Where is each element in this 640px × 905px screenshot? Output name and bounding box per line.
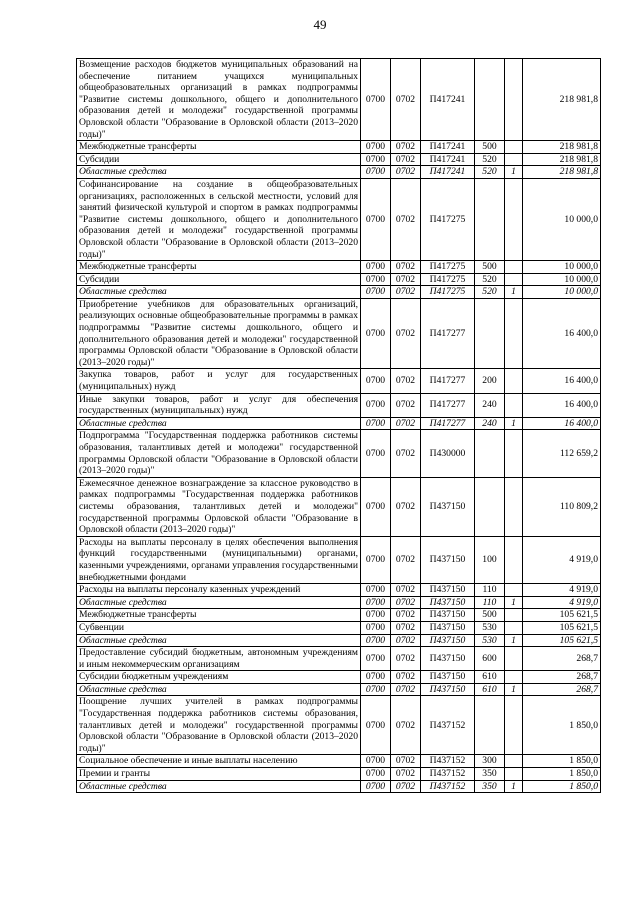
amount-cell: 10 000,0 [523, 273, 601, 286]
expense-type-cell [475, 696, 505, 755]
section-code-cell: 0700 [361, 477, 391, 536]
funding-source-cell [505, 696, 523, 755]
table-row [77, 166, 601, 179]
section-code-cell: 0700 [361, 671, 391, 684]
expense-type-cell [475, 430, 505, 477]
funding-source-cell [505, 178, 523, 260]
subsection-code-cell: 0702 [391, 696, 421, 755]
expense-type-cell: 610 [475, 683, 505, 696]
table-row [77, 696, 601, 755]
amount-cell: 16 400,0 [523, 393, 601, 417]
row-name-cell: Субсидии бюджетным учреждениям [77, 671, 361, 684]
target-article-cell: П437152 [421, 780, 475, 793]
table-row [77, 430, 601, 477]
section-code-cell: 0700 [361, 780, 391, 793]
amount-cell: 16 400,0 [523, 369, 601, 393]
amount-cell: 105 621,5 [523, 609, 601, 622]
funding-source-cell: 1 [505, 683, 523, 696]
page-number: 49 [313, 17, 327, 32]
table-row [77, 178, 601, 260]
subsection-code-cell: 0702 [391, 768, 421, 781]
expense-type-cell: 610 [475, 671, 505, 684]
amount-cell: 1 850,0 [523, 755, 601, 768]
section-code-cell: 0700 [361, 141, 391, 154]
section-code-cell: 0700 [361, 634, 391, 647]
target-article-cell: П417277 [421, 393, 475, 417]
target-article-cell: П437150 [421, 671, 475, 684]
section-code-cell: 0700 [361, 430, 391, 477]
expense-type-cell: 500 [475, 141, 505, 154]
expense-type-cell: 300 [475, 755, 505, 768]
expense-type-cell: 520 [475, 286, 505, 299]
subsection-code-cell: 0702 [391, 634, 421, 647]
subsection-code-cell: 0702 [391, 536, 421, 583]
subsection-code-cell: 0702 [391, 273, 421, 286]
target-article-cell: П417275 [421, 178, 475, 260]
row-name-cell: Областные средства [77, 417, 361, 430]
row-name-cell: Межбюджетные трансферты [77, 609, 361, 622]
table-row [77, 153, 601, 166]
table-row [77, 286, 601, 299]
funding-source-cell: 1 [505, 780, 523, 793]
subsection-code-cell: 0702 [391, 477, 421, 536]
funding-source-cell [505, 273, 523, 286]
table-row [77, 417, 601, 430]
funding-source-cell [505, 536, 523, 583]
expense-type-cell: 200 [475, 369, 505, 393]
row-name-cell: Иные закупки товаров, работ и услуг для обеспечения государственных (муниципальных) нужд [77, 393, 361, 417]
section-code-cell: 0700 [361, 417, 391, 430]
budget-table-body [77, 59, 601, 793]
subsection-code-cell: 0702 [391, 584, 421, 597]
funding-source-cell [505, 298, 523, 369]
amount-cell: 1 850,0 [523, 696, 601, 755]
row-name-cell: Субсидии [77, 273, 361, 286]
subsection-code-cell: 0702 [391, 417, 421, 430]
subsection-code-cell: 0702 [391, 596, 421, 609]
section-code-cell: 0700 [361, 166, 391, 179]
table-row [77, 596, 601, 609]
amount-cell: 105 621,5 [523, 621, 601, 634]
section-code-cell: 0700 [361, 609, 391, 622]
row-name-cell: Поощрение лучших учителей в рамках подпрограммы "Государственная поддержка работников системы образования, талантливых детей и молодежи" государственной программы Орловской области "Образование в Орловской области (2013–2020 годы)" [77, 696, 361, 755]
expense-type-cell: 110 [475, 584, 505, 597]
amount-cell: 4 919,0 [523, 596, 601, 609]
target-article-cell: П437150 [421, 621, 475, 634]
target-article-cell: П417241 [421, 153, 475, 166]
row-name-cell: Областные средства [77, 634, 361, 647]
table-row [77, 141, 601, 154]
row-name-cell: Предоставление субсидий бюджетным, автономным учреждениям и иным некоммерческим организациям [77, 647, 361, 671]
subsection-code-cell: 0702 [391, 755, 421, 768]
target-article-cell: П437152 [421, 755, 475, 768]
expense-type-cell: 530 [475, 634, 505, 647]
target-article-cell: П437150 [421, 584, 475, 597]
section-code-cell: 0700 [361, 768, 391, 781]
row-name-cell: Субсидии [77, 153, 361, 166]
funding-source-cell [505, 59, 523, 141]
section-code-cell: 0700 [361, 286, 391, 299]
section-code-cell: 0700 [361, 298, 391, 369]
subsection-code-cell: 0702 [391, 683, 421, 696]
row-name-cell: Ежемесячное денежное вознаграждение за классное руководство в рамках подпрограммы "Государственная поддержка работников системы образования, талантливых детей и молодежи" государственной программы Орловской области "Образование в Орловской области (2013–2020 годы)" [77, 477, 361, 536]
target-article-cell: П417275 [421, 261, 475, 274]
amount-cell: 268,7 [523, 683, 601, 696]
row-name-cell: Софинансирование на создание в общеобразовательных организациях, расположенных в сельской местности, условий для занятий физической культурой и спортом в рамках подпрограммы "Развитие системы дошкольного, общего и дополнительного образования детей и молодежи" государственной программы Орловской области "Образование в Орловской области (2013–2020 годы)" [77, 178, 361, 260]
funding-source-cell [505, 153, 523, 166]
amount-cell: 268,7 [523, 647, 601, 671]
subsection-code-cell: 0702 [391, 153, 421, 166]
target-article-cell: П417277 [421, 369, 475, 393]
funding-source-cell: 1 [505, 634, 523, 647]
subsection-code-cell: 0702 [391, 298, 421, 369]
expense-type-cell: 500 [475, 609, 505, 622]
funding-source-cell [505, 671, 523, 684]
funding-source-cell [505, 430, 523, 477]
section-code-cell: 0700 [361, 696, 391, 755]
amount-cell: 16 400,0 [523, 417, 601, 430]
target-article-cell: П417241 [421, 141, 475, 154]
amount-cell: 4 919,0 [523, 584, 601, 597]
target-article-cell: П417277 [421, 298, 475, 369]
funding-source-cell [505, 755, 523, 768]
expense-type-cell [475, 477, 505, 536]
expense-type-cell: 530 [475, 621, 505, 634]
amount-cell: 218 981,8 [523, 141, 601, 154]
target-article-cell: П437152 [421, 768, 475, 781]
subsection-code-cell: 0702 [391, 780, 421, 793]
table-row [77, 609, 601, 622]
subsection-code-cell: 0702 [391, 621, 421, 634]
section-code-cell: 0700 [361, 178, 391, 260]
table-row [77, 768, 601, 781]
target-article-cell: П417277 [421, 417, 475, 430]
section-code-cell: 0700 [361, 261, 391, 274]
funding-source-cell: 1 [505, 166, 523, 179]
subsection-code-cell: 0702 [391, 647, 421, 671]
table-row [77, 671, 601, 684]
target-article-cell: П437150 [421, 634, 475, 647]
amount-cell: 218 981,8 [523, 166, 601, 179]
table-row [77, 273, 601, 286]
funding-source-cell [505, 647, 523, 671]
subsection-code-cell: 0702 [391, 261, 421, 274]
row-name-cell: Закупка товаров, работ и услуг для государственных (муниципальных) нужд [77, 369, 361, 393]
expense-type-cell [475, 59, 505, 141]
expense-type-cell [475, 298, 505, 369]
subsection-code-cell: 0702 [391, 430, 421, 477]
amount-cell: 110 809,2 [523, 477, 601, 536]
row-name-cell: Областные средства [77, 596, 361, 609]
target-article-cell: П417241 [421, 166, 475, 179]
funding-source-cell [505, 261, 523, 274]
row-name-cell: Областные средства [77, 286, 361, 299]
funding-source-cell: 1 [505, 596, 523, 609]
amount-cell: 105 621,5 [523, 634, 601, 647]
subsection-code-cell: 0702 [391, 59, 421, 141]
funding-source-cell [505, 584, 523, 597]
table-row [77, 477, 601, 536]
amount-cell: 10 000,0 [523, 261, 601, 274]
funding-source-cell: 1 [505, 286, 523, 299]
target-article-cell: П437152 [421, 696, 475, 755]
subsection-code-cell: 0702 [391, 671, 421, 684]
table-row [77, 59, 601, 141]
expense-type-cell: 100 [475, 536, 505, 583]
funding-source-cell [505, 768, 523, 781]
subsection-code-cell: 0702 [391, 609, 421, 622]
expense-type-cell: 350 [475, 780, 505, 793]
target-article-cell: П437150 [421, 477, 475, 536]
amount-cell: 268,7 [523, 671, 601, 684]
funding-source-cell [505, 141, 523, 154]
subsection-code-cell: 0702 [391, 141, 421, 154]
row-name-cell: Приобретение учебников для образовательных организаций, реализующих основные общеобразовательные программы в рамках подпрограммы "Развитие системы дошкольного, общего и дополнительного образования детей и молодежи" государственной программы Орловской области "Образование в Орловской области (2013–2020 годы)" [77, 298, 361, 369]
table-row [77, 634, 601, 647]
table-row [77, 683, 601, 696]
table-row [77, 621, 601, 634]
row-name-cell: Субвенции [77, 621, 361, 634]
row-name-cell: Социальное обеспечение и иные выплаты населению [77, 755, 361, 768]
funding-source-cell [505, 369, 523, 393]
section-code-cell: 0700 [361, 536, 391, 583]
section-code-cell: 0700 [361, 393, 391, 417]
target-article-cell: П437150 [421, 536, 475, 583]
expense-type-cell [475, 178, 505, 260]
table-row [77, 298, 601, 369]
subsection-code-cell: 0702 [391, 286, 421, 299]
section-code-cell: 0700 [361, 755, 391, 768]
table-row [77, 755, 601, 768]
table-row [77, 584, 601, 597]
table-row [77, 393, 601, 417]
expense-type-cell: 520 [475, 153, 505, 166]
row-name-cell: Возмещение расходов бюджетов муниципальных образований на обеспечение питанием учащихся муниципальных общеобразовательных организаций в рамках подпрограммы "Развитие системы дошкольного, общего и дополнительного образования детей и молодежи" государственной программы Орловской области "Образование в Орловской области (2013–2020 годы)" [77, 59, 361, 141]
expense-type-cell: 240 [475, 417, 505, 430]
expense-type-cell: 350 [475, 768, 505, 781]
expense-type-cell: 500 [475, 261, 505, 274]
amount-cell: 112 659,2 [523, 430, 601, 477]
subsection-code-cell: 0702 [391, 393, 421, 417]
expense-type-cell: 110 [475, 596, 505, 609]
target-article-cell: П437150 [421, 596, 475, 609]
row-name-cell: Межбюджетные трансферты [77, 141, 361, 154]
subsection-code-cell: 0702 [391, 166, 421, 179]
subsection-code-cell: 0702 [391, 178, 421, 260]
target-article-cell: П430000 [421, 430, 475, 477]
target-article-cell: П417275 [421, 286, 475, 299]
section-code-cell: 0700 [361, 621, 391, 634]
section-code-cell: 0700 [361, 596, 391, 609]
row-name-cell: Расходы на выплаты персоналу казенных учреждений [77, 584, 361, 597]
funding-source-cell [505, 393, 523, 417]
amount-cell: 10 000,0 [523, 178, 601, 260]
target-article-cell: П417275 [421, 273, 475, 286]
table-row [77, 369, 601, 393]
target-article-cell: П437150 [421, 609, 475, 622]
target-article-cell: П437150 [421, 647, 475, 671]
row-name-cell: Расходы на выплаты персоналу в целях обеспечения выполнения функций государственными (муниципальными) органами, казенными учреждениями, органами управления государственными внебюджетными фондами [77, 536, 361, 583]
amount-cell: 16 400,0 [523, 298, 601, 369]
expense-type-cell: 600 [475, 647, 505, 671]
section-code-cell: 0700 [361, 584, 391, 597]
section-code-cell: 0700 [361, 59, 391, 141]
expense-type-cell: 520 [475, 166, 505, 179]
amount-cell: 1 850,0 [523, 780, 601, 793]
funding-source-cell [505, 477, 523, 536]
funding-source-cell [505, 609, 523, 622]
expense-type-cell: 240 [475, 393, 505, 417]
section-code-cell: 0700 [361, 273, 391, 286]
table-row [77, 536, 601, 583]
amount-cell: 10 000,0 [523, 286, 601, 299]
section-code-cell: 0700 [361, 647, 391, 671]
row-name-cell: Областные средства [77, 166, 361, 179]
budget-table [76, 58, 601, 793]
funding-source-cell: 1 [505, 417, 523, 430]
table-row [77, 261, 601, 274]
section-code-cell: 0700 [361, 369, 391, 393]
amount-cell: 218 981,8 [523, 153, 601, 166]
row-name-cell: Подпрограмма "Государственная поддержка работников системы образования, талантливых детей и молодежи" государственной программы Орловской области "Образование в Орловской области (2013–2020 годы)" [77, 430, 361, 477]
row-name-cell: Премии и гранты [77, 768, 361, 781]
amount-cell: 4 919,0 [523, 536, 601, 583]
table-row [77, 780, 601, 793]
funding-source-cell [505, 621, 523, 634]
section-code-cell: 0700 [361, 683, 391, 696]
target-article-cell: П417241 [421, 59, 475, 141]
section-code-cell: 0700 [361, 153, 391, 166]
target-article-cell: П437150 [421, 683, 475, 696]
expense-type-cell: 520 [475, 273, 505, 286]
amount-cell: 218 981,8 [523, 59, 601, 141]
row-name-cell: Межбюджетные трансферты [77, 261, 361, 274]
table-row [77, 647, 601, 671]
amount-cell: 1 850,0 [523, 768, 601, 781]
row-name-cell: Областные средства [77, 683, 361, 696]
row-name-cell: Областные средства [77, 780, 361, 793]
subsection-code-cell: 0702 [391, 369, 421, 393]
